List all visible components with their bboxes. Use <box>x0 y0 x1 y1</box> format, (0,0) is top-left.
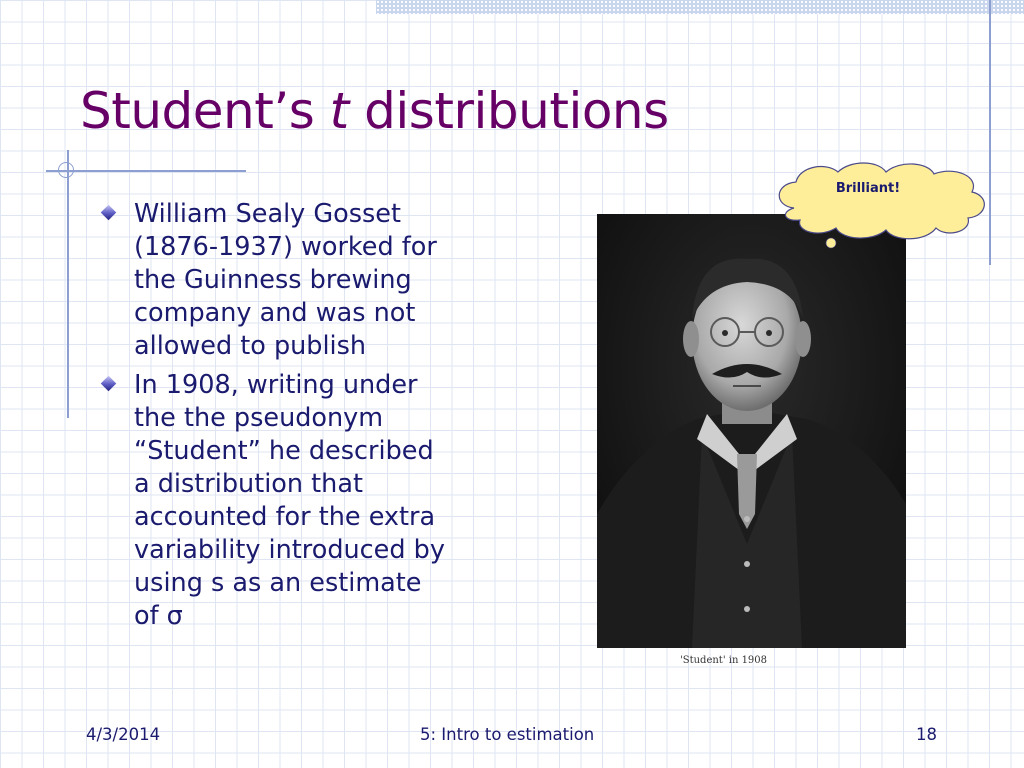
footer-title: 5: Intro to estimation <box>420 725 595 744</box>
slide-title <box>80 82 669 140</box>
thought-bubble-cloud-icon <box>766 158 992 254</box>
left-accent-line <box>67 150 69 418</box>
bullet-list <box>96 198 516 633</box>
thought-bubble-text: Brilliant! <box>835 181 901 196</box>
photo-caption: 'Student' in 1908 <box>679 655 768 666</box>
footer-page-number: 18 <box>916 725 937 744</box>
gosset-portrait-photo <box>597 214 906 648</box>
bullet-text: William Sealy Gosset (1876-1937) worked for the Guinness brewing company and was not allowed to publish <box>134 199 437 361</box>
footer-date: 4/3/2014 <box>86 725 161 744</box>
diamond-bullet-icon <box>101 376 117 392</box>
title-prefix: Student’s <box>80 82 330 140</box>
title-suffix: distributions <box>348 82 669 140</box>
title-italic-t: t <box>329 82 349 140</box>
accent-ring <box>58 162 74 178</box>
bullet-item <box>96 198 516 363</box>
diamond-bullet-icon <box>101 205 117 221</box>
portrait-illustration <box>597 214 906 648</box>
top-decorative-band <box>376 0 1024 14</box>
bullet-item <box>96 369 516 633</box>
bullet-text: In 1908, writing under the the pseudonym “Student” he described a distribution that accounted for the extra variability introduced by using s as an estimate of σ <box>134 370 445 631</box>
title-underline <box>46 170 246 172</box>
